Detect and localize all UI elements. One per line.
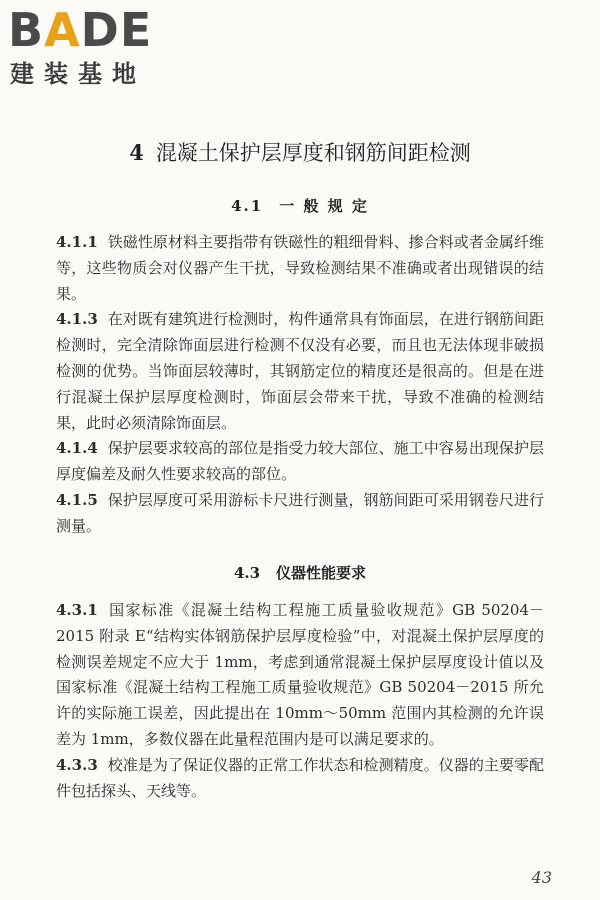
clause-paragraph — [56, 436, 544, 488]
section-4-3-body — [56, 598, 544, 804]
clause-number: 4.1.3 — [56, 310, 98, 329]
clause-text: 国家标准《混凝土结构工程施工质量验收规范》GB 50204－2015 附录 E“结构实体钢筋保护层厚度检验”中，对混凝土保护层厚度的检测误差规定不应大于 1mm，考虑到通常混凝土保护层厚度设计值以及国家标准《混凝土结构工程施工质量验收规范》GB 50204－2015 所允许的实际施工误差，因此提出在 10mm～50mm 范围内其检测的允许误差为 1mm，多数仪器在此量程范围内是可以满足要求的。 — [56, 601, 544, 748]
clause-number: 4.1.5 — [56, 490, 98, 509]
clause-number: 4.3.1 — [56, 601, 98, 619]
section-4-1-body — [56, 230, 544, 540]
section-heading-4-1 — [0, 195, 600, 216]
clause-number: 4.1.1 — [56, 233, 98, 251]
section-title: 仪器性能要求 — [276, 564, 367, 582]
clause-text: 铁磁性原材料主要指带有铁磁性的粗细骨料、掺合料或者金属纤维等，这些物质会对仪器产生干扰，导致检测结果不准确或者出现错误的结果。 — [56, 233, 544, 303]
section-number: 4.3 — [233, 564, 261, 582]
clause-text: 保护层要求较高的部位是指受力较大部位、施工中容易出现保护层厚度偏差及耐久性要求较高的部位。 — [56, 439, 544, 484]
clause-paragraph — [56, 488, 544, 540]
chapter-title — [0, 137, 600, 167]
logo-subtitle: 建装基地 — [10, 60, 146, 88]
clause-number: 4.1.4 — [56, 439, 98, 458]
section-heading-4-3 — [0, 562, 600, 583]
clause-number: 4.3.3 — [56, 755, 98, 774]
bade-logo — [8, 4, 183, 88]
section-number: 4.1 — [231, 197, 264, 215]
clause-text: 在对既有建筑进行检测时，构件通常具有饰面层，在进行钢筋间距检测时，完全清除饰面层进行检测不仅没有必要，而且也无法体现非破损检测的优势。当饰面层较薄时，其钢筋定位的精度还是很高的。但是在进行混凝土保护层厚度检测时，饰面层会带来干扰，导致不准确的检测结果，此时必须清除饰面层。 — [56, 310, 544, 432]
clause-paragraph — [56, 230, 544, 307]
clause-text: 校准是为了保证仪器的正常工作状态和检测精度。仪器的主要零配件包括探头、天线等。 — [56, 755, 544, 800]
chapter-number: 4 — [129, 140, 144, 165]
section-title: 一 般 规 定 — [279, 197, 369, 215]
clause-paragraph — [56, 598, 544, 753]
clause-paragraph — [56, 307, 544, 436]
page-number: 43 — [531, 868, 552, 887]
logo-wordmark: BADE — [8, 3, 153, 57]
clause-text: 保护层厚度可采用游标卡尺进行测量，钢筋间距可采用钢卷尺进行测量。 — [56, 490, 544, 535]
chapter-title-text: 混凝土保护层厚度和钢筋间距检测 — [155, 141, 471, 165]
clause-paragraph — [56, 753, 544, 805]
